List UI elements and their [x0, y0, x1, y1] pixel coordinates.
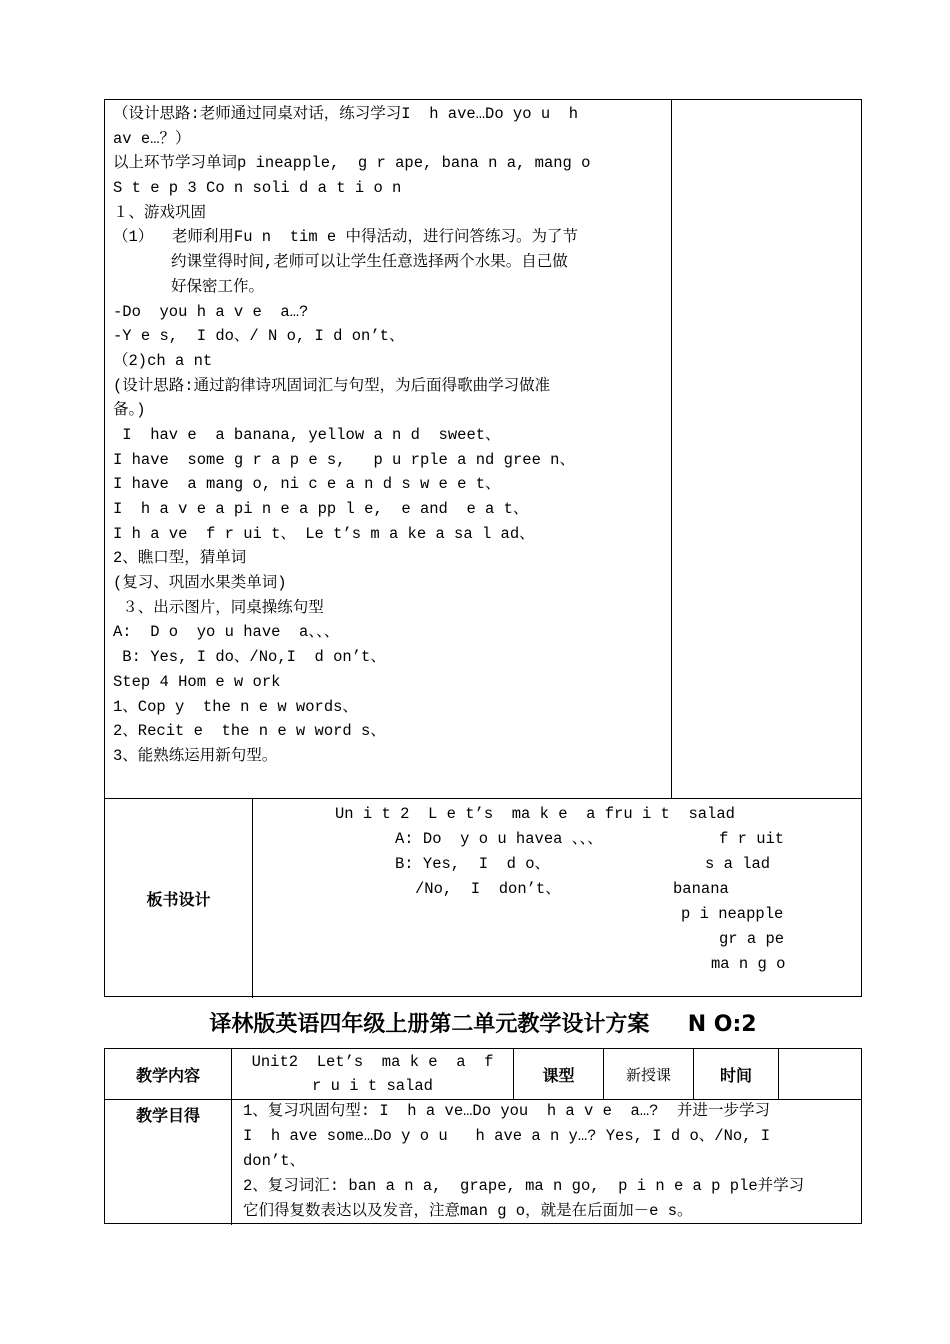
lesson-line: I hav e a banana, yellow a n d sweet、 — [113, 425, 501, 444]
lesson-line: 1、Cop y the n e w words、 — [113, 697, 358, 716]
board-design-label: 板书设计 — [146, 889, 211, 909]
lesson-line: Step 4 Hom e w ork — [113, 672, 281, 691]
lesson-line: B: Yes, I do、/No,I d on’t、 — [113, 648, 386, 667]
board-word: p i neapple — [681, 905, 784, 923]
board-word: banana — [673, 880, 729, 898]
content-label: 教学内容 — [135, 1065, 200, 1085]
goal-text — [243, 1099, 859, 1224]
board-line-b: B: Yes, I d o、 — [395, 855, 551, 873]
lesson-line: A: D o yo u have a、、、 — [113, 623, 340, 642]
board-line-c: /No, I don’t、 — [415, 880, 561, 898]
lesson-plan-table — [104, 1048, 862, 1224]
lesson-line: 备。) — [113, 401, 146, 420]
goal-label: 教学目得 — [135, 1105, 200, 1125]
board-title: Un i t 2 L e t’s ma k e a fru i t salad — [335, 805, 735, 823]
board-word: s a lad — [705, 855, 771, 873]
lesson-line: (设计思路:通过韵律诗巩固词汇与句型，为后面得歌曲学习做准 — [113, 376, 551, 395]
column-divider — [671, 100, 672, 798]
lesson-line: （设计思路:老师通过同桌对话，练习学习I h ave…Do yo u h — [113, 105, 579, 123]
lesson-steps-text — [113, 102, 665, 769]
lesson-line: S t e p 3 Co n soli d a t i o n — [113, 179, 402, 198]
lesson-line: 好保密工作。 — [171, 277, 265, 296]
lesson-line: 3、能熟练运用新句型。 — [113, 746, 278, 765]
lesson-line: ３、出示图片，同桌操练句型 — [113, 598, 324, 617]
board-line-a: A: Do y o u havea 、、、 — [395, 830, 603, 848]
goal-line: I h ave some…Do y o u h ave a n y…? Yes, I d o、/No, I — [243, 1127, 771, 1145]
type-value: 新授课 — [625, 1065, 671, 1084]
lesson-line: (复习、巩固水果类单词) — [113, 574, 287, 593]
lesson-line: I have a mang o, ni c e a n d s w e e t、 — [113, 475, 501, 494]
lesson-line: I have some g r a p e s, p u rple a nd gree n、 — [113, 450, 575, 469]
column-divider-board — [252, 798, 253, 998]
lesson-line: １、游戏巩固 — [113, 203, 207, 222]
page-title: 译林版英语四年级上册第二单元教学设计方案 N O:2 — [209, 1012, 757, 1037]
lesson-line: 以上环节学习单词p ineapple, g r ape, bana n a, mang o — [113, 154, 591, 173]
lesson-line: -Y e s, I do、/ N o, I d on’t、 — [113, 327, 405, 346]
time-value — [779, 1049, 861, 1099]
lesson-line: -Do you h a v e a…? — [113, 302, 309, 321]
content-value-line: Unit2 Let’s ma k e a f — [251, 1053, 494, 1071]
time-label: 时间 — [719, 1065, 752, 1085]
lesson-line: I h a ve f r ui t、 Le t’s m a ke a sa l ad、 — [113, 524, 535, 543]
lesson-line: 约课堂得时间,老师可以让学生任意选择两个水果。自己做 — [171, 253, 568, 272]
goal-line: 1、复习巩固句型: I h a ve…Do you h a v e a…? 并进一步学习 — [243, 1102, 771, 1120]
board-word: gr a pe — [719, 930, 785, 948]
lesson-steps-table — [104, 99, 862, 997]
lesson-line: （2)ch a nt — [113, 351, 213, 370]
board-word: ma n g o — [711, 955, 786, 973]
lesson-line: av e…？） — [113, 129, 191, 148]
goal-line: 它们得复数表达以及发音，注意man g o，就是在后面加－e s。 — [243, 1202, 693, 1220]
lesson-line: （1） 老师利用Fu n tim e 中得活动，进行问答练习。为了节 — [113, 228, 579, 247]
lesson-line: I h a v e a pi n e a pp l e, e and e a t、 — [113, 500, 529, 518]
goal-line: 2、复习词汇: ban a n a, grape, ma n go, p i n e a p ple并学习 — [243, 1177, 805, 1195]
lesson-line: 2、Recit e the n e w word s、 — [113, 722, 386, 741]
goal-line: don’t、 — [243, 1152, 306, 1170]
type-label: 课型 — [542, 1065, 575, 1085]
content-value-line: r u i t salad — [312, 1077, 433, 1095]
board-word: f r uit — [719, 830, 785, 848]
lesson-line: 2、瞧口型，猜单词 — [113, 549, 247, 568]
content-value — [232, 1049, 513, 1099]
